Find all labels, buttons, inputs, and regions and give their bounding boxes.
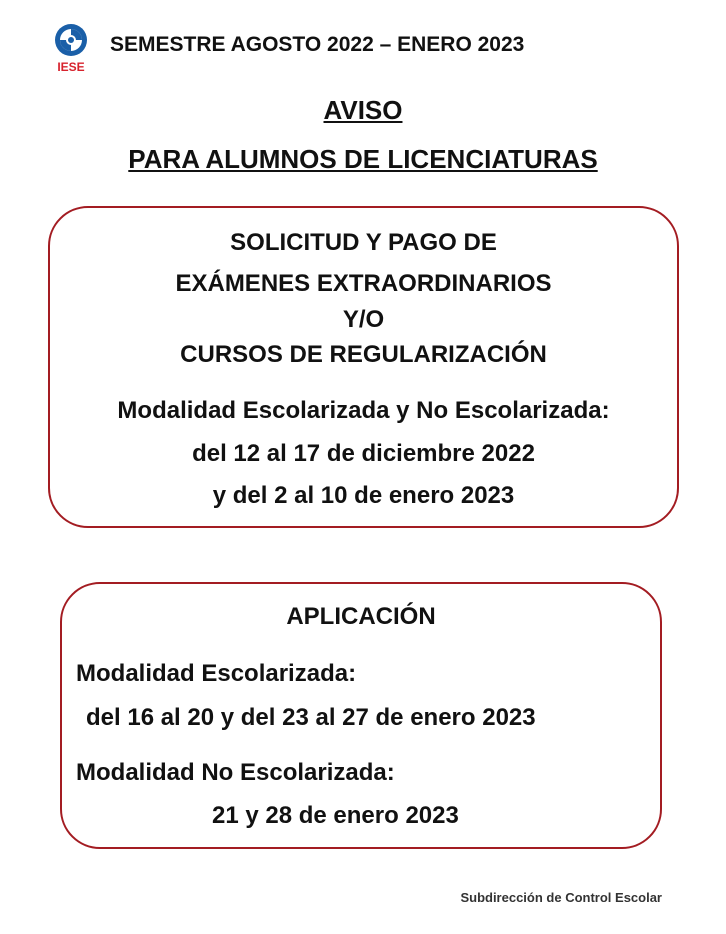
box2-mod1-dates: del 16 al 20 y del 23 al 27 de enero 2023: [86, 704, 536, 731]
box2-mod2-dates: 21 y 28 de enero 2023: [212, 802, 459, 829]
box2-mod1: Modalidad Escolarizada:: [76, 660, 357, 687]
box1-line2: EXÁMENES EXTRAORDINARIOS: [175, 270, 552, 297]
notice-title: AVISO: [323, 95, 403, 125]
semester-title: SEMESTRE AGOSTO 2022 – ENERO 2023: [110, 33, 525, 56]
iese-logo: [47, 22, 95, 74]
footer-text: Subdirección de Control Escolar: [460, 890, 662, 905]
box2-title: APLICACIÓN: [286, 603, 436, 630]
box1-line4: CURSOS DE REGULARIZACIÓN: [180, 341, 547, 368]
iese-emblem-icon: [47, 22, 95, 60]
box1-line1: SOLICITUD Y PAGO DE: [230, 229, 497, 256]
box1-date1: del 12 al 17 de diciembre 2022: [192, 440, 535, 467]
logo-text: IESE: [57, 60, 85, 74]
notice-subtitle: PARA ALUMNOS DE LICENCIATURAS: [128, 144, 598, 174]
box1-modality: Modalidad Escolarizada y No Escolarizada:: [117, 397, 610, 424]
box1-line3: Y/O: [342, 306, 385, 333]
box2-mod2: Modalidad No Escolarizada:: [76, 759, 395, 786]
box1-date2: y del 2 al 10 de enero 2023: [212, 482, 515, 509]
